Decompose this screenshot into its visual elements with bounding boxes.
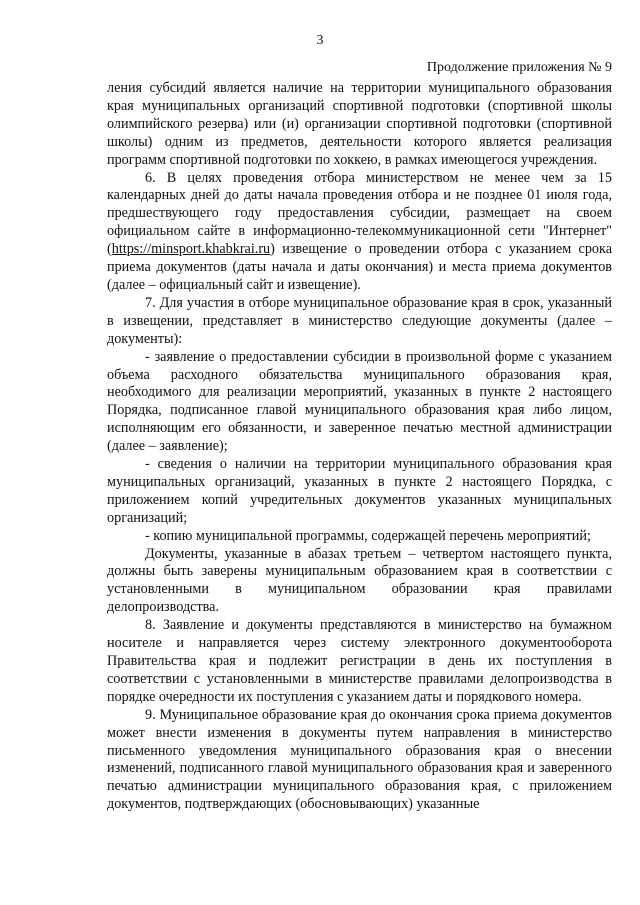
paragraph-list-program: - копию муниципальной программы, содержащей перечень мероприятий;	[145, 527, 591, 544]
ministry-website-link[interactable]: https://minsport.khabkrai.ru	[111, 241, 271, 258]
paragraph-list-organizations: - сведения о наличии на территории муниципального образования края муниципальных организаций, указанных в пункте 2 настоящего Порядка, с приложением копий учредительных документов указанных муниципальных организаций;	[107, 456, 612, 526]
document-body	[107, 80, 612, 814]
paragraph-list-application: - заявление о предоставлении субсидии в произвольной форме с указанием объема расходного обязательства муниципального образования края, необходимого для реализации мероприятий, указанных в пункте 2 настоящего Порядка, подписанное главой муниципального образования края либо лицом, исполняющим его обязанности, и заверенное печатью местной администрации (далее – заявление);	[107, 348, 612, 455]
running-header: Продолжение приложения № 9	[426, 60, 612, 75]
paragraph-documents-certification: Документы, указанные в абазах третьем – четвертом настоящего пункта, должны быть заверены муниципальным образованием края в соответствии с установленными в муниципальном образовании края правилами делопроизводства.	[107, 545, 612, 616]
page-number: 3	[316, 33, 324, 48]
paragraph-item-6	[107, 170, 612, 295]
paragraph-item-7: 7. Для участия в отборе муниципальное образование края в срок, указанный в извещении, представляет в министерство следующие документы (далее – документы):	[107, 294, 612, 347]
paragraph-continuation: ления субсидий является наличие на территории муниципального образования края муниципальных организаций спортивной подготовки (спортивной школы олимпийского резерва) или (и) организации спортивной подготовки (спортивной школы) одним из предметов, деятельности которого является реализация программ спортивной подготовки по хоккею, в рамках имеющегося учреждения.	[107, 80, 612, 168]
paragraph-item-6-text-start: 6. В целях проведения отбора министерством не менее чем за 15 календарных дней до даты начала проведения отбора и не позднее 01 июля года, предшествующего году предоставления субсидии, размещает на своем официальном сайте в информационно-телекоммуникационной сети "Интернет" (	[107, 169, 612, 258]
paragraph-item-9: 9. Муниципальное образование края до окончания срока приема документов может внести изменения в документы путем направления в министерство письменного уведомления муниципального образования края о внесении изменений, подписанного главой муниципального образования края и заверенного печатью администрации муниципального образования края, с приложением документов, подтверждающих (обосновывающих) указанные	[107, 706, 612, 813]
paragraph-item-8: 8. Заявление и документы представляются в министерство на бумажном носителе и направляется через систему электронного документооборота Правительства края и подлежит регистрации в день их поступления в соответствии с установленными в министерстве правилами делопроизводства в порядке очередности их поступления с указанием даты и порядкового номера.	[107, 617, 612, 705]
paragraph-item-6-text-end: ) извещение о проведении отбора с указанием срока приема документов (даты начала и даты окончания) и места приема документов (далее – официальный сайт и извещение).	[107, 241, 612, 293]
